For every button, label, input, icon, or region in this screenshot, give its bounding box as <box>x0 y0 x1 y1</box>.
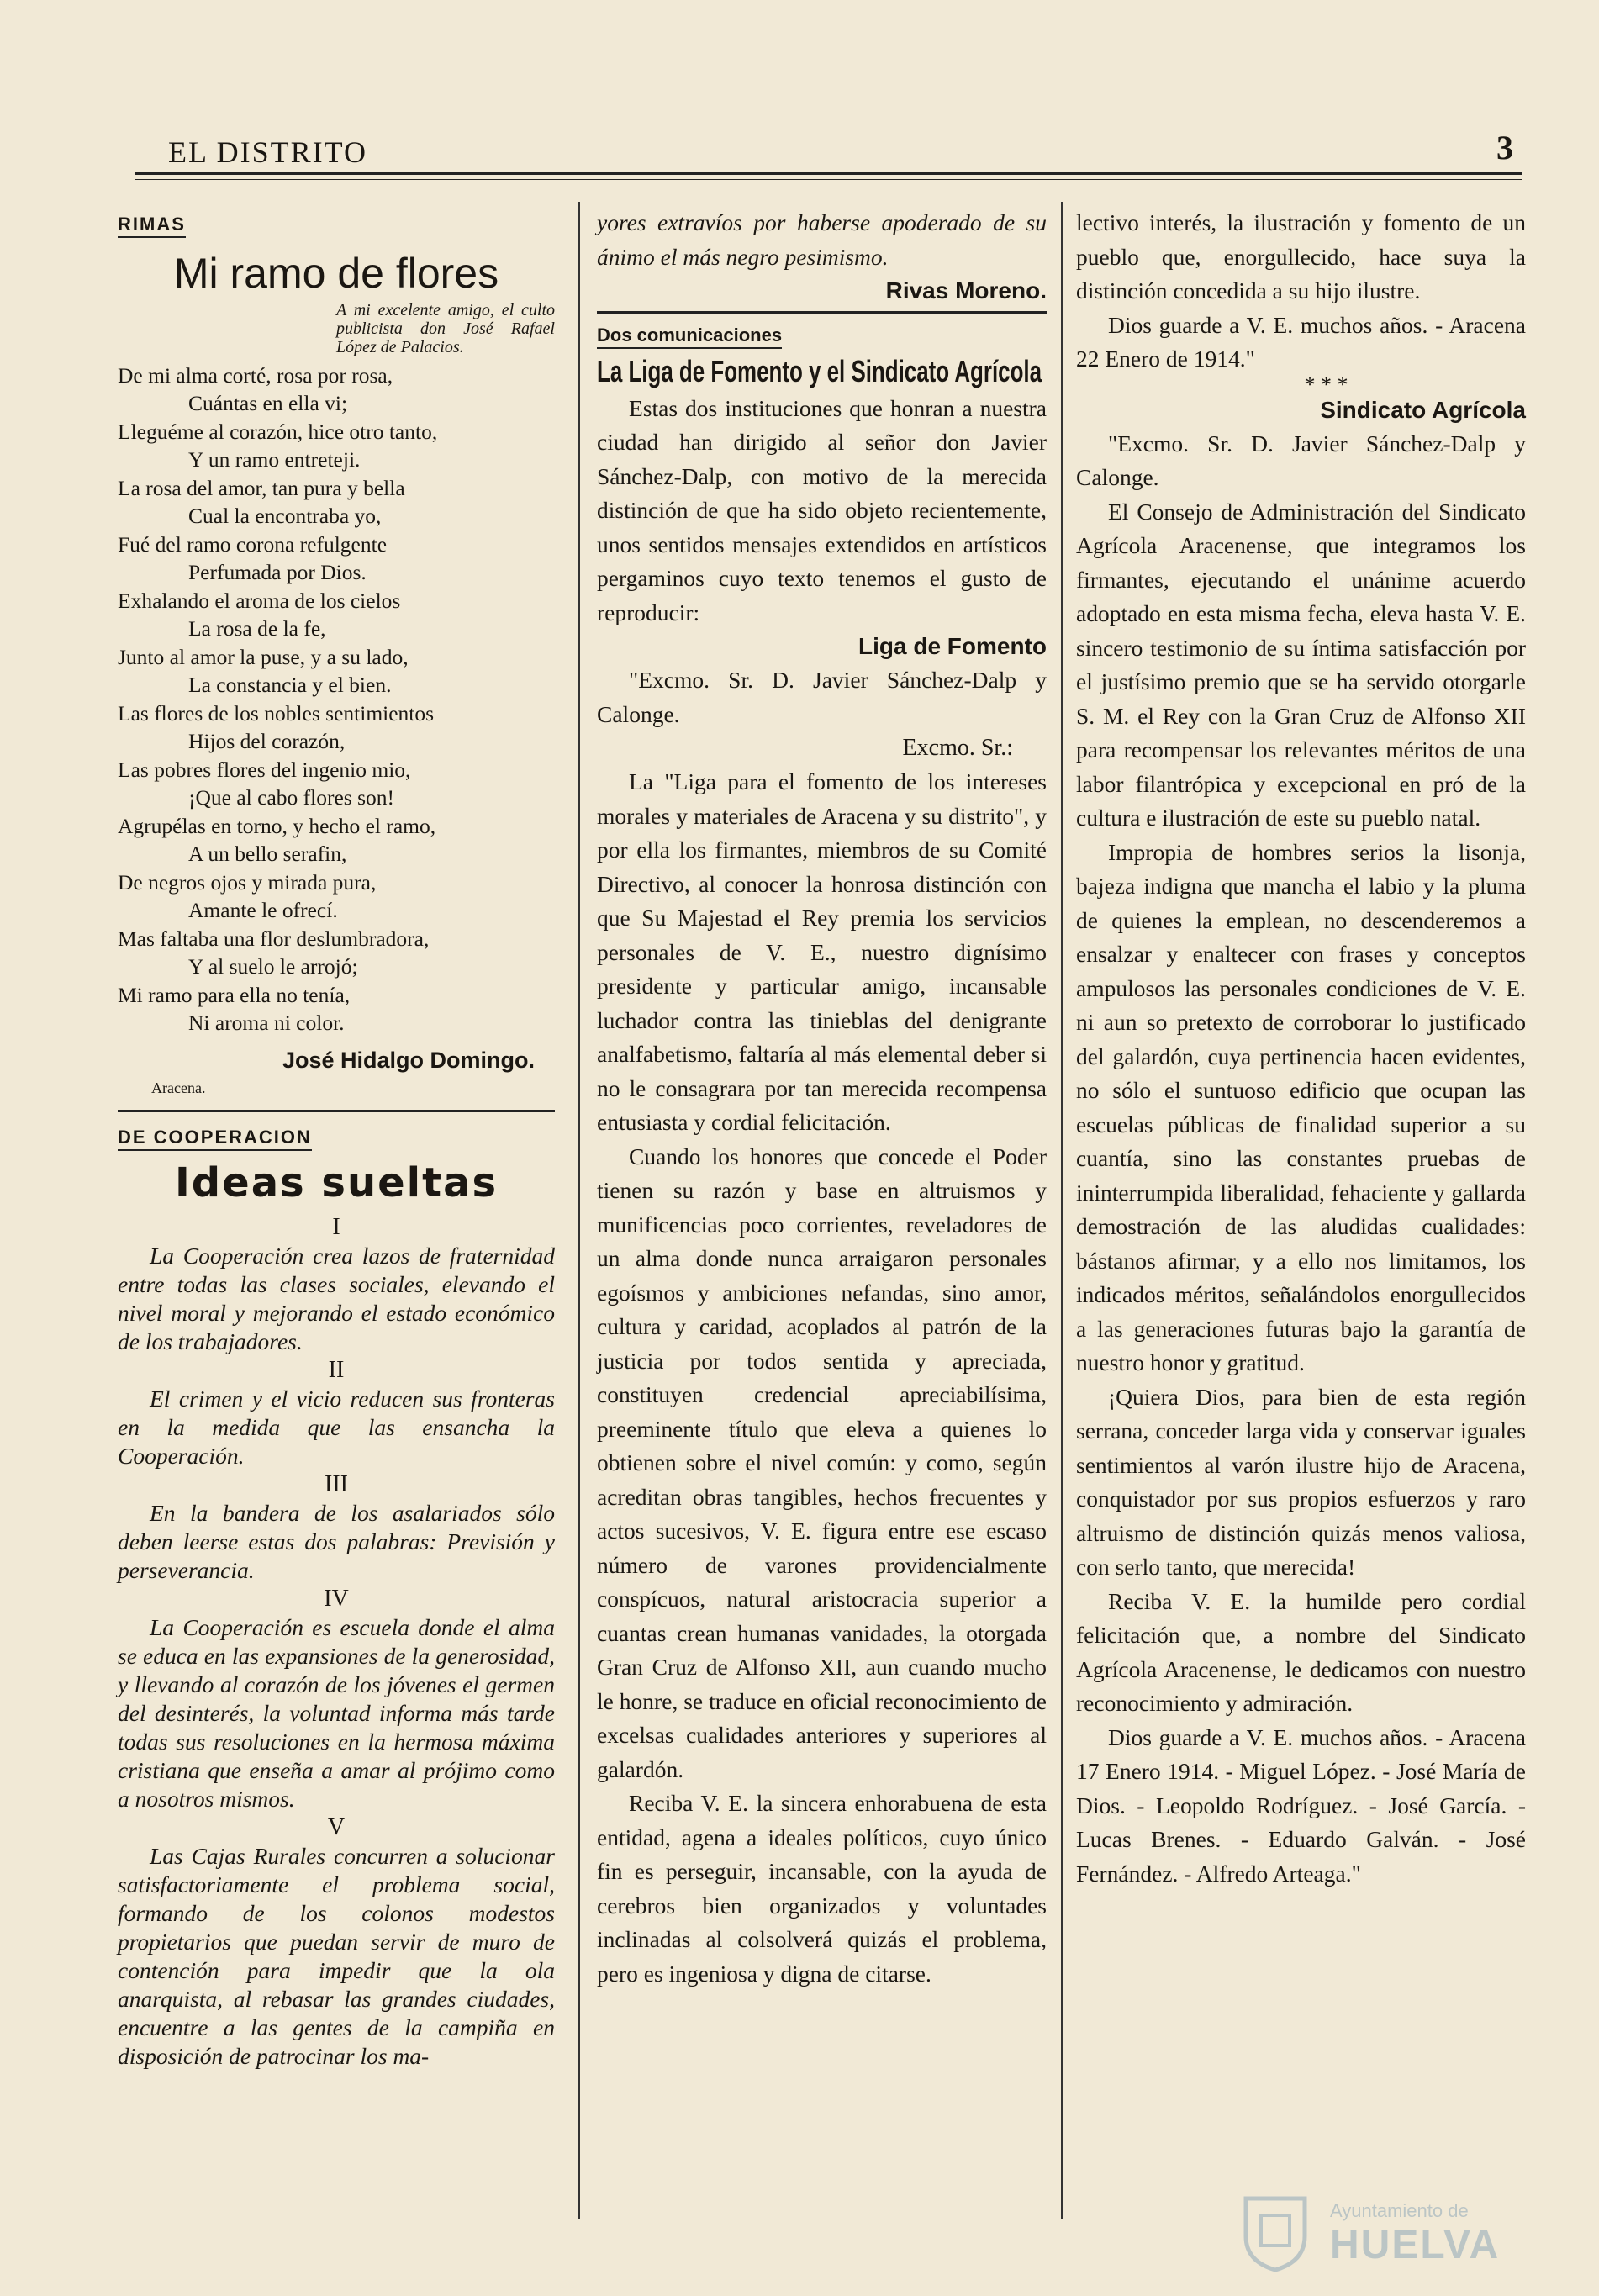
poem-line: Las flores de los nobles sentimientos <box>118 700 435 726</box>
liga-salutation: Excmo. Sr.: <box>902 735 1013 761</box>
poem-line: La constancia y el bien. <box>188 673 392 697</box>
poem-line: Lleguéme al corazón, hice otro tanto, <box>118 419 438 444</box>
masthead <box>160 129 1522 177</box>
poem-line: De negros ojos y mirada pura, <box>118 869 377 895</box>
crest-icon <box>1238 2190 1313 2274</box>
archive-watermark <box>1238 2185 1523 2278</box>
poem-line: Las pobres flores del ingenio mio, <box>118 757 411 782</box>
article-intro: Estas dos instituciones que honran a nuestra ciudad han dirigido al señor don Javier Sánchez-Dalp, con motivo de la merecida distinción de que ha sido objeto recientemente, unos sentidos mensajes extendidos en artísticos pergaminos cuyo texto tenemos el gusto de reproducir: <box>597 394 1047 625</box>
poem-line: De mi alma corté, rosa por rosa, <box>118 362 393 388</box>
paragraph: Reciba V. E. la sincera enhorabuena de esta entidad, agena a ideales políticos, cuyo único fin es perseguir, incansable, con la ayuda de cerebros bien organizados y voluntades inclinadas al colsolverá quizás el problema, pero es ingeniosa y digna de citarse. <box>597 1790 1047 1987</box>
article-title-liga: La Liga de Fomento y el Sindicato Agrícola <box>597 353 1042 388</box>
section-comunicaciones: Dos comunicaciones <box>597 324 782 349</box>
poem-line: Mi ramo para ella no tenía, <box>118 982 351 1007</box>
sindicato-body <box>1076 495 1526 1892</box>
liga-address: "Excmo. Sr. D. Javier Sánchez-Dalp y Calonge. <box>597 667 1047 727</box>
paragraph: Dios guarde a V. E. muchos años. - Aracena 17 Enero 1914. - Miguel López. - José María de Dios. - Leopoldo Rodríguez. - José García. - Lucas Brenes. - Eduardo Galván. - José Fernández. - Alfredo Arteaga." <box>1076 1723 1526 1887</box>
article-author: Rivas Moreno. <box>885 277 1047 303</box>
poem-dedication: A mi excelente amigo, el culto publicista don José Rafael López de Palacios. <box>336 300 555 356</box>
watermark-line2: HUELVA <box>1330 2223 1501 2267</box>
poem-line: Perfumada por Dios. <box>188 560 367 584</box>
idea-text: En la bandera de los asalariados sólo deben leerse estas dos palabras: Previsión y perseverancia. <box>118 1500 555 1583</box>
separator-stars: * * * <box>1304 372 1348 397</box>
poem-line: Agrupélas en torno, y hecho el ramo, <box>118 813 436 838</box>
idea-number: V <box>327 1814 346 1840</box>
poem-line: A un bello serafin, <box>188 842 347 866</box>
column-1 <box>118 206 555 2071</box>
column-divider-2 <box>1061 202 1063 2219</box>
idea-number: IV <box>324 1586 349 1612</box>
poem-line: Exhalando el aroma de los cielos <box>118 588 401 613</box>
section-rule-2 <box>597 311 1047 314</box>
continuation-text-3: lectivo interés, la ilustración y fomento de un pueblo que, enorgullecido, hace suya la distinción concedida a su hijo ilustre. <box>1076 209 1526 303</box>
poem-line: Mas faltaba una flor deslumbradora, <box>118 926 430 951</box>
sindicato-heading: Sindicato Agrícola <box>1320 396 1526 423</box>
poem-title: Mi ramo de flores <box>173 249 499 297</box>
section-rule <box>118 1110 555 1112</box>
paragraph: La "Liga para el fomento de los intereses morales y materiales de Aracena y su distrito", y por ella los firmantes, miembros de su Comité Directivo, al conocer la honrosa distinción con que Su Majestad el Rey premia los servicios personales de V. E., nuestro dignísimo presidente y particular amigo, incansable luchador contra las tinieblas del denigrante analfabetismo, faltaría al más elemental deber si no le consagrara por tan merecida recompensa entusiasta y cordial felicitación. <box>597 768 1047 1135</box>
poem-line: Cual la encontraba yo, <box>188 504 382 528</box>
paragraph: Reciba V. E. la humilde pero cordial felicitación que, a nombre del Sindicato Agrícola Aracenense, le dedicamos con nuestro reconocimiento y admiración. <box>1076 1587 1526 1716</box>
poem-line: Amante le ofrecí. <box>188 898 338 922</box>
liga-heading: Liga de Fomento <box>858 633 1047 659</box>
idea-text: Las Cajas Rurales concurren a solucionar satisfactoriamente el problema social, formando de los colonos modestos propietarios que puedan servir de muro de contención para impedir que la ola anarquista, al rebasar las grandes ciudades, encuentre a las gentes de la campiña en disposición de patrocinar los ma- <box>118 1843 555 2069</box>
liga-body <box>597 765 1047 1991</box>
poem-line: Ni aroma ni color. <box>188 1011 345 1035</box>
paragraph: ¡Quiera Dios, para bien de esta región serrana, conceder larga vida y conservar iguales sentimientos al varón ilustre hijo de Aracena, conquistador por sus propios esfuerzos y raro altruismo de distinción quizás menos valiosa, con serlo tanto, que merecida! <box>1076 1383 1526 1580</box>
idea-text: La Cooperación crea lazos de fraternidad entre todas las clases sociales, elevando el nivel moral y mejorando el estado económico de los trabajadores. <box>118 1243 555 1354</box>
idea-text: La Cooperación es escuela donde el alma se educa en las expansiones de la generosidad, y llevando al corazón de los jóvenes el germen del desinterés, la voluntad informa más tarde todas sus resoluciones en la hermosa máxima cristiana que enseña a amar al prójimo como a nosotros mismos. <box>118 1614 555 1812</box>
paragraph: Impropia de hombres serios la lisonja, bajeza indigna que mancha el labio y la pluma de quienes la emplean, no descenderemos a ensalzar y enaltecer con frases y conceptos ampulosos las personales condiciones de V. E. ni aun so pretexto de corroborar lo justificado del galardón, cuya pertinencia hacen evidentes, no sólo el suntuoso edificio que ocupan las escuelas públicas de finalidad superior a su cuantía, sino las constantes pruebas de ininterrumpida liberalidad, fehaciente y gallarda demostración de las aludidas cualidades: bástanos afirmar, y a ello nos limitamos, los indicados méritos, señalándolos enorgullecidos a las generaciones futuras bajo la garantía de nuestro honor y gratitud. <box>1076 838 1526 1375</box>
poem-line: Hijos del corazón, <box>188 729 346 753</box>
poem-line: La rosa de la fe, <box>188 616 326 641</box>
poem-line: Junto al amor la puse, y a su lado, <box>118 644 409 669</box>
poem <box>118 362 555 1037</box>
poem-line: ¡Que al cabo flores son! <box>188 785 394 810</box>
ideas-list <box>118 1213 555 2071</box>
poem-author: José Hidalgo Domingo. <box>282 1047 535 1073</box>
section-rimas: RIMAS <box>118 213 186 238</box>
continuation-text: yores extravíos por haberse apoderado de su ánimo el más negro pesimismo. <box>597 209 1047 270</box>
sindicato-address: "Excmo. Sr. D. Javier Sánchez-Dalp y Calonge. <box>1076 430 1526 490</box>
masthead-rule-thin <box>135 179 1522 180</box>
section-cooperacion: DE COOPERACION <box>118 1126 312 1151</box>
poem-line: La rosa del amor, tan pura y bella <box>118 475 405 500</box>
column-divider-1 <box>578 202 580 2219</box>
poem-line: Y un ramo entreteji. <box>188 447 361 472</box>
poem-place: Aracena. <box>151 1079 206 1096</box>
newspaper-title: EL DISTRITO <box>168 135 367 169</box>
poem-line: Y al suelo le arrojó; <box>188 954 358 979</box>
watermark-line1: Ayuntamiento de <box>1330 2200 1469 2221</box>
poem-line: Cuántas en ella vi; <box>188 391 348 415</box>
idea-number: II <box>328 1357 345 1383</box>
column-3 <box>1076 206 1526 1891</box>
idea-number: I <box>332 1214 340 1240</box>
article-title-ideas: Ideas sueltas <box>174 1159 499 1206</box>
liga-closing: Dios guarde a V. E. muchos años. - Aracena 22 Enero de 1914." <box>1076 311 1526 372</box>
idea-number: III <box>325 1471 348 1497</box>
column-2 <box>597 206 1047 1991</box>
paragraph: El Consejo de Administración del Sindicato Agrícola Aracenense, que integramos los firmantes, ejecutando el unánime acuerdo adoptado en esta misma fecha, eleva hasta V. E. sincero testimonio de su íntima satisfacción por el justísimo premio que se ha servido otorgarle S. M. el Rey con la Gran Cruz de Alfonso XII para recompensar los relevantes méritos de una labor filantrópica y excepcional en pró de la cultura e ilustración de este su pueblo natal. <box>1076 498 1526 831</box>
idea-text: El crimen y el vicio reducen sus fronteras en la medida que las ensancha la Cooperación. <box>118 1386 555 1469</box>
poem-line: Fué del ramo corona refulgente <box>118 531 388 557</box>
page-number: 3 <box>1496 129 1513 166</box>
masthead-rule <box>135 172 1522 175</box>
paragraph: Cuando los honores que concede el Poder tienen su razón y base en altruismos y munificencias poco corrientes, reveladores de un alma donde nunca arraigaron personales egoísmos y ambiciones nefandas, sino amor, cultura y caridad, acoplados al patrón de la justicia por todos sentida y apreciada, constituyen credencial apreciabilísima, preeminente título que eleva a quienes lo obtienen sobre el nivel común: y como, según acreditan obras tangibles, hechos frecuentes y actos sucesivos, V. E. figura entre ese escaso número de varones providencialmente conspícuos, natural aristocracia superior a cuantas crean humanas vanidades, la otorgada Gran Cruz de Alfonso XII, aun cuando mucho le honre, se traduce en oficial reconocimiento de excelsas cualidades anteriores y superiores al galardón. <box>597 1143 1047 1782</box>
